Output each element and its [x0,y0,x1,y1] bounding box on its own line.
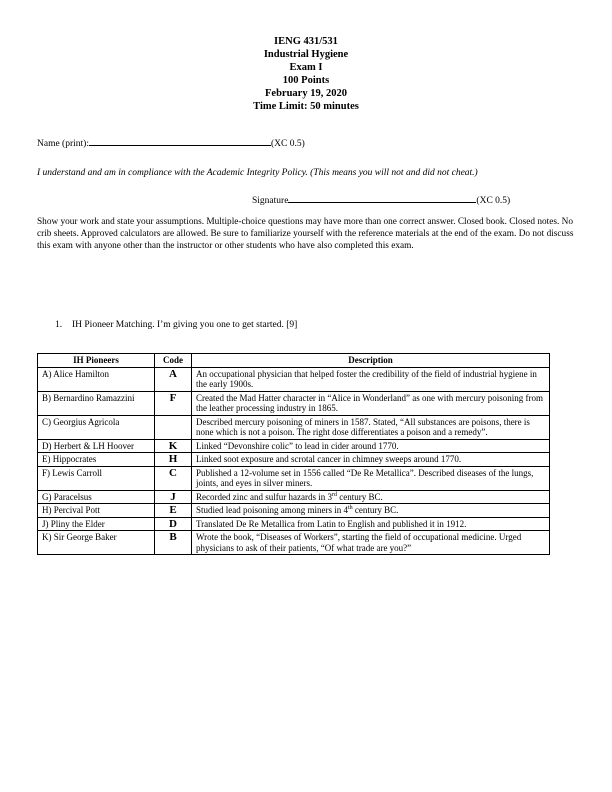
ordinal-suffix: rd [331,491,337,498]
table-header-row [38,354,550,368]
signature-field [252,193,510,206]
pioneer-description: Linked “Devonshire colic” to lead in cider around 1770. [192,439,550,453]
answer-code[interactable]: E [155,504,192,518]
pioneer-name: B) Bernardino Ramazzini [38,391,155,415]
exam-points: 100 Points [282,75,330,86]
exam-instructions: Show your work and state your assumptions. Multiple-choice questions may have more than one correct answer. Closed book. Closed notes. No crib sheets. Approved calculators are allowed. Be sure to familiarize yourself with the reference materials at the end of the exam. Do not discuss this exam with anyone other than the instructor or other students who have also completed this exam. [37,217,574,251]
name-label: Name (print): [37,139,89,149]
pioneer-description: Translated De Re Metallica from Latin to English and published it in 1912. [192,517,550,531]
signature-credit: (XC 0.5) [476,196,511,206]
description-text: Recorded zinc and sulfur hazards in 3 [196,491,332,502]
pioneer-description: Created the Mad Hatter character in “Alice in Wonderland” as one with mercury poisoning from the leather processing industry in 1865. [192,391,550,415]
question-1 [55,320,297,330]
description-text: century BC. [352,505,399,515]
pioneer-name: J) Pliny the Elder [38,517,155,531]
table-row [38,504,550,518]
pioneer-name: G) Paracelsus [38,490,155,504]
pioneer-description: Described mercury poisoning of miners in 1587. Stated, “All substances are poisons, there is none which is not a poison. The right dose differentiates a poison and a remedy”. [192,415,550,439]
pioneer-name: D) Herbert & LH Hoover [38,439,155,453]
pioneer-name: A) Alice Hamilton [38,367,155,391]
pioneer-name: C) Georgius Agricola [38,415,155,439]
answer-code[interactable]: B [155,531,192,555]
description-text: Studied lead poisoning among miners in 4 [196,505,348,515]
question-number: 1. [55,320,63,330]
header-pioneers: IH Pioneers [38,354,155,368]
pioneer-description [192,490,550,504]
name-input-line[interactable] [89,136,271,146]
signature-input-line[interactable] [288,193,476,203]
pioneer-name: H) Percival Pott [38,504,155,518]
pioneer-description: An occupational physician that helped foster the credibility of the field of industrial hygiene in the early 1900s. [192,367,550,391]
name-field [37,136,305,149]
table-row [38,531,550,555]
integrity-statement: I understand and am in compliance with the Academic Integrity Policy. (This means you will not and did not cheat.) [37,168,478,178]
description-text: century BC. [336,491,383,502]
time-limit: Time Limit: 50 minutes [253,101,359,112]
pioneer-name: E) Hippocrates [38,453,155,467]
exam-title: Exam I [289,62,323,73]
pioneer-description: Published a 12-volume set in 1556 called “De Re Metallica”. Described diseases of the lungs, joints, and eyes in silver miners. [192,466,550,490]
table-row [38,490,550,504]
header-code: Code [155,354,192,368]
table-row [38,391,550,415]
answer-code[interactable]: J [155,490,192,504]
answer-code[interactable]: A [155,367,192,391]
table-row [38,367,550,391]
pioneer-name: F) Lewis Carroll [38,466,155,490]
table-row [38,517,550,531]
answer-code[interactable] [155,415,192,439]
table-row [38,439,550,453]
pioneer-description [192,504,550,518]
header-description: Description [192,354,550,368]
answer-code[interactable]: K [155,439,192,453]
pioneer-description: Linked soot exposure and scrotal cancer in chimney sweeps around 1770. [192,453,550,467]
exam-date: February 19, 2020 [265,88,347,99]
course-title: Industrial Hygiene [263,49,349,60]
course-number: IENG 431/531 [274,36,338,47]
answer-code[interactable]: F [155,391,192,415]
answer-code[interactable]: H [155,453,192,467]
table-row [38,453,550,467]
answer-code[interactable]: D [155,517,192,531]
pioneer-description: Wrote the book, “Diseases of Workers”, starting the field of occupational medicine. Urged physicians to ask of their patients, “Of what trade are you?” [192,531,550,555]
pioneer-matching-table [37,353,550,555]
table-row [38,415,550,439]
signature-label: Signature [252,196,289,206]
pioneer-name: K) Sir George Baker [38,531,155,555]
answer-code[interactable]: C [155,466,192,490]
ordinal-suffix: th [348,505,353,511]
exam-header [0,35,612,113]
table-row [38,466,550,490]
name-credit: (XC 0.5) [270,139,305,149]
question-text: IH Pioneer Matching. I’m giving you one to get started. [9] [72,320,298,330]
